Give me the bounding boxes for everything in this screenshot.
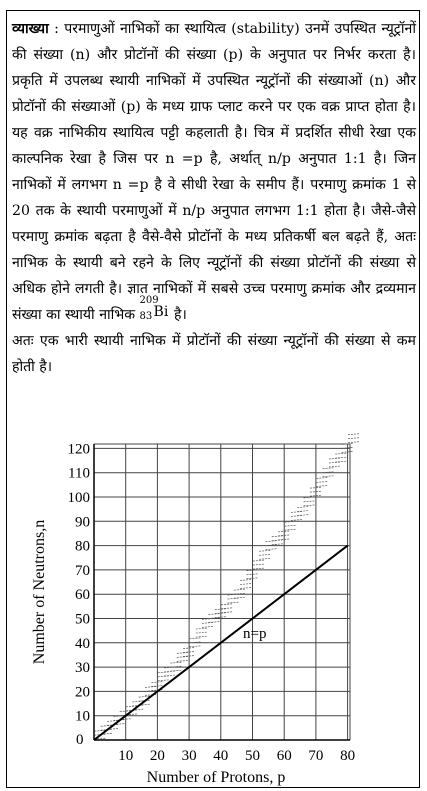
stability-band-mark [259, 554, 271, 555]
n-equals-p-label: n=p [242, 625, 267, 642]
stability-band-mark [335, 457, 347, 458]
stability-band-mark [348, 438, 360, 439]
stability-band-mark [240, 587, 252, 588]
stability-band-mark [316, 481, 328, 482]
stability-band [94, 434, 360, 739]
x-tick-label: 80 [340, 748, 356, 764]
stability-band-mark [335, 461, 347, 462]
stability-band-mark [323, 468, 335, 469]
stability-band-mark [316, 485, 328, 486]
stability-band-mark [177, 660, 189, 661]
stability-band-mark [291, 519, 303, 520]
stability-band-mark [259, 550, 271, 551]
stability-band-mark [304, 501, 316, 502]
y-tick-label: 20 [75, 684, 90, 701]
y-axis-label: Number of Neutrons,n [31, 519, 48, 665]
stability-band-mark [189, 646, 201, 647]
stability-band-mark [196, 632, 208, 633]
origin-label: 0 [76, 732, 84, 748]
stability-band-mark [189, 638, 201, 639]
stability-band-mark [240, 579, 252, 580]
x-tick-label: 50 [245, 748, 260, 764]
stability-band-mark [221, 608, 233, 609]
stability-band-mark [234, 597, 246, 598]
stability-band-mark [259, 558, 271, 559]
y-tick-label: 80 [75, 538, 90, 555]
x-tick-label: 40 [213, 748, 229, 764]
stability-band-mark [196, 636, 208, 637]
nuclide-mass-number: 209 [139, 295, 159, 306]
stability-band-mark [253, 560, 265, 561]
y-tick-label: 90 [75, 514, 90, 531]
stability-band-mark [304, 505, 316, 506]
explanation-label: व्याख्या [12, 21, 49, 37]
paragraph-1-end: है। [169, 307, 187, 323]
stability-band-mark [158, 680, 170, 681]
y-tick-labels [68, 441, 91, 724]
nuclide-symbol: Bi [153, 304, 169, 320]
y-tick-label: 110 [68, 465, 90, 482]
x-tick-labels [118, 748, 355, 764]
label-separator: : [48, 21, 65, 37]
x-tick-label: 60 [276, 748, 292, 764]
stability-band-mark [170, 670, 182, 671]
stability-band-mark [221, 604, 233, 605]
stability-band-mark [323, 476, 335, 477]
nuclide-atomic-number: 83 [139, 311, 153, 322]
stability-band-mark [234, 589, 246, 590]
stability-band-mark [329, 466, 341, 467]
x-tick-label: 10 [118, 748, 134, 764]
stability-band-mark [221, 612, 233, 613]
stability-band-mark [164, 675, 176, 676]
x-axis-label: Number of Protons, p [146, 769, 286, 786]
stability-band-mark [266, 549, 278, 550]
bismuth-nuclide [139, 295, 170, 322]
stability-band-mark [297, 507, 309, 508]
stability-chart [0, 428, 427, 791]
stability-band-mark [316, 477, 328, 478]
explanation-text [12, 16, 416, 380]
stability-band-mark [170, 662, 182, 663]
stability-band-mark [348, 434, 360, 435]
x-tick-label: 20 [149, 748, 165, 764]
stability-band-mark [253, 568, 265, 569]
stability-band-mark [202, 626, 214, 627]
y-tick-label: 60 [75, 587, 90, 604]
paragraph-1-text: परमाणुओं नाभिकों का स्थायित्व (stability) उनमें उपस्थित न्यूट्रॉनों की संख्या (n) और प्रोटॉनों की संख्या (p) के अनुपात पर निर्भर करता है। प्रकृति में उपलब्ध स्थायी नाभिकों में उपस्थित न्यूट्रॉनों की संख्याओं (n) और प्रोटॉनों की संख्याओं (p) के मध्य ग्राफ प्लाट करने पर एक वक्र प्राप्त होता है। यह वक्र नाभिकीय स्थायित्व पट्टी कहलाती है। चित्र में प्रदर्शित सीधी रेखा एक काल्पनिक रेखा है जिस पर n =p है, अर्थात् n/p अनुपात 1:1 है। जिन नाभिकों में लगभग n =p है वे सीधी रेखा के समीप हैं। परमाणु क्रमांक 1 से 20 तक के स्थायी परमाणुओं में n/p अनुपात लगभग 1:1 होता है। जैसे-जैसे परमाणु क्रमांक बढ़ता है वैसे-वैसे प्रोटॉनों के मध्य प्रतिकर्षी बल बढ़ते हैं, अतः नाभिक के स्थायी बने रहने के लिए न्यूट्रॉनों की संख्या प्रोटॉनों की संख्या से अधिक होने लगती है। ज्ञात नाभिकों में सबसे उच्च परमाणु क्रमांक और द्रव्यमान संख्या का स्थायी नाभिक [12, 21, 416, 323]
stability-band-mark [272, 544, 284, 545]
y-tick-label: 50 [75, 611, 90, 628]
stability-band-mark [297, 511, 309, 512]
stability-band-mark [253, 564, 265, 565]
x-tick-label: 70 [308, 748, 324, 764]
x-tick-label: 30 [181, 748, 197, 764]
y-tick-label: 40 [75, 635, 90, 652]
y-tick-label: 70 [75, 562, 90, 579]
y-tick-label: 100 [67, 490, 90, 506]
explanation-paragraph-2: अतः एक भारी स्थायी नाभिक में प्रोटॉनों की संख्या न्यूट्रॉनों की संख्या से कम होती है। [12, 333, 416, 375]
stability-band-mark [285, 529, 297, 530]
stability-band-mark [297, 515, 309, 516]
explanation-paragraph-1 [12, 16, 416, 328]
stability-band-mark [335, 453, 347, 454]
stability-band-mark [208, 622, 220, 623]
chart-grid [94, 444, 350, 740]
stability-band-mark [227, 602, 239, 603]
y-tick-label: 30 [75, 660, 90, 677]
stability-band-mark [285, 525, 297, 526]
stability-band-mark [348, 442, 360, 443]
stability-band-mark [240, 583, 252, 584]
stability-band-mark [196, 628, 208, 629]
y-tick-label: 120 [67, 441, 90, 458]
y-tick-label: 10 [75, 708, 90, 725]
